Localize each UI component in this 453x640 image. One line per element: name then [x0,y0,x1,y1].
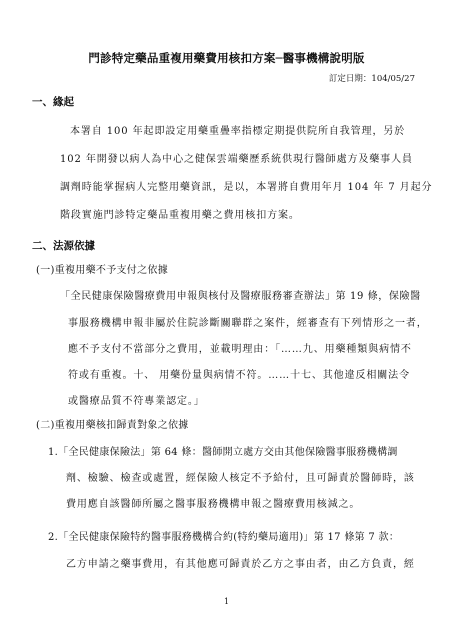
paragraph-line: 符或有重複。十、 用藥份量與病情不符。……十七、其他違反相關法令 [68,370,410,381]
paragraph-line: 階段實施門診特定藥品重複用藥之費用核扣方案。 [60,210,300,221]
list-item-line: 劑、檢驗、檢查或處置，經保險人核定不予給付，且可歸責於醫師時，該 [66,473,415,484]
paragraph-line: 事服務機構申報非屬於住院診斷關聯群之案件，經審查有下列情形之一者， [68,318,428,329]
paragraph-line: 或醫療品質不符專業認定。」 [68,396,205,407]
list-item-line: 費用應自該醫師所屬之醫事服務機構申報之醫療費用核減之。 [66,499,361,510]
subsection-heading: (二)重複用藥核扣歸責對象之依據 [36,420,189,431]
subsection-heading: (一)重複用藥不予支付之依據 [36,265,169,276]
list-item-line: 2.「全民健康保險特約醫事服務機構合約(特約藥局適用)」第 17 條第 7 款： [48,532,400,543]
paragraph-line: 102 年開發以病人為中心之健保雲端藥歷系統供現行醫師處方及藥事人員 [60,154,413,165]
list-item-line: 乙方申請之藥事費用，有其他應可歸責於乙方之事由者，由乙方負責，經 [66,559,415,570]
section-heading-legal-basis: 二、法源依據 [32,240,95,252]
page-number: 1 [223,597,230,606]
enactment-date: 訂定日期：104/05/27 [328,74,415,84]
paragraph-line: 本署自 100 年起即設定用藥重疊率指標定期提供院所自我管理，另於 [70,126,406,137]
list-item-line: 1.「全民健康保險法」第 64 條：醫師開立處方交由其他保險醫事服務機構調 [48,447,398,458]
document-title: 門診特定藥品重複用藥費用核扣方案─醫事機構說明版 [88,51,365,65]
paragraph-line: 調劑時能掌握病人完整用藥資訊，是以，本署將自費用年月 104 年 7 月起分 [60,182,433,193]
paragraph-line: 「全民健康保險醫療費用申報與核付及醫療服務審查辦法」第 19 條，保險醫 [60,291,421,302]
paragraph-line: 應不予支付不當部分之費用，並載明理由：「……九、用藥種類與病情不 [68,344,412,355]
section-heading-origin: 一、緣起 [32,96,74,108]
